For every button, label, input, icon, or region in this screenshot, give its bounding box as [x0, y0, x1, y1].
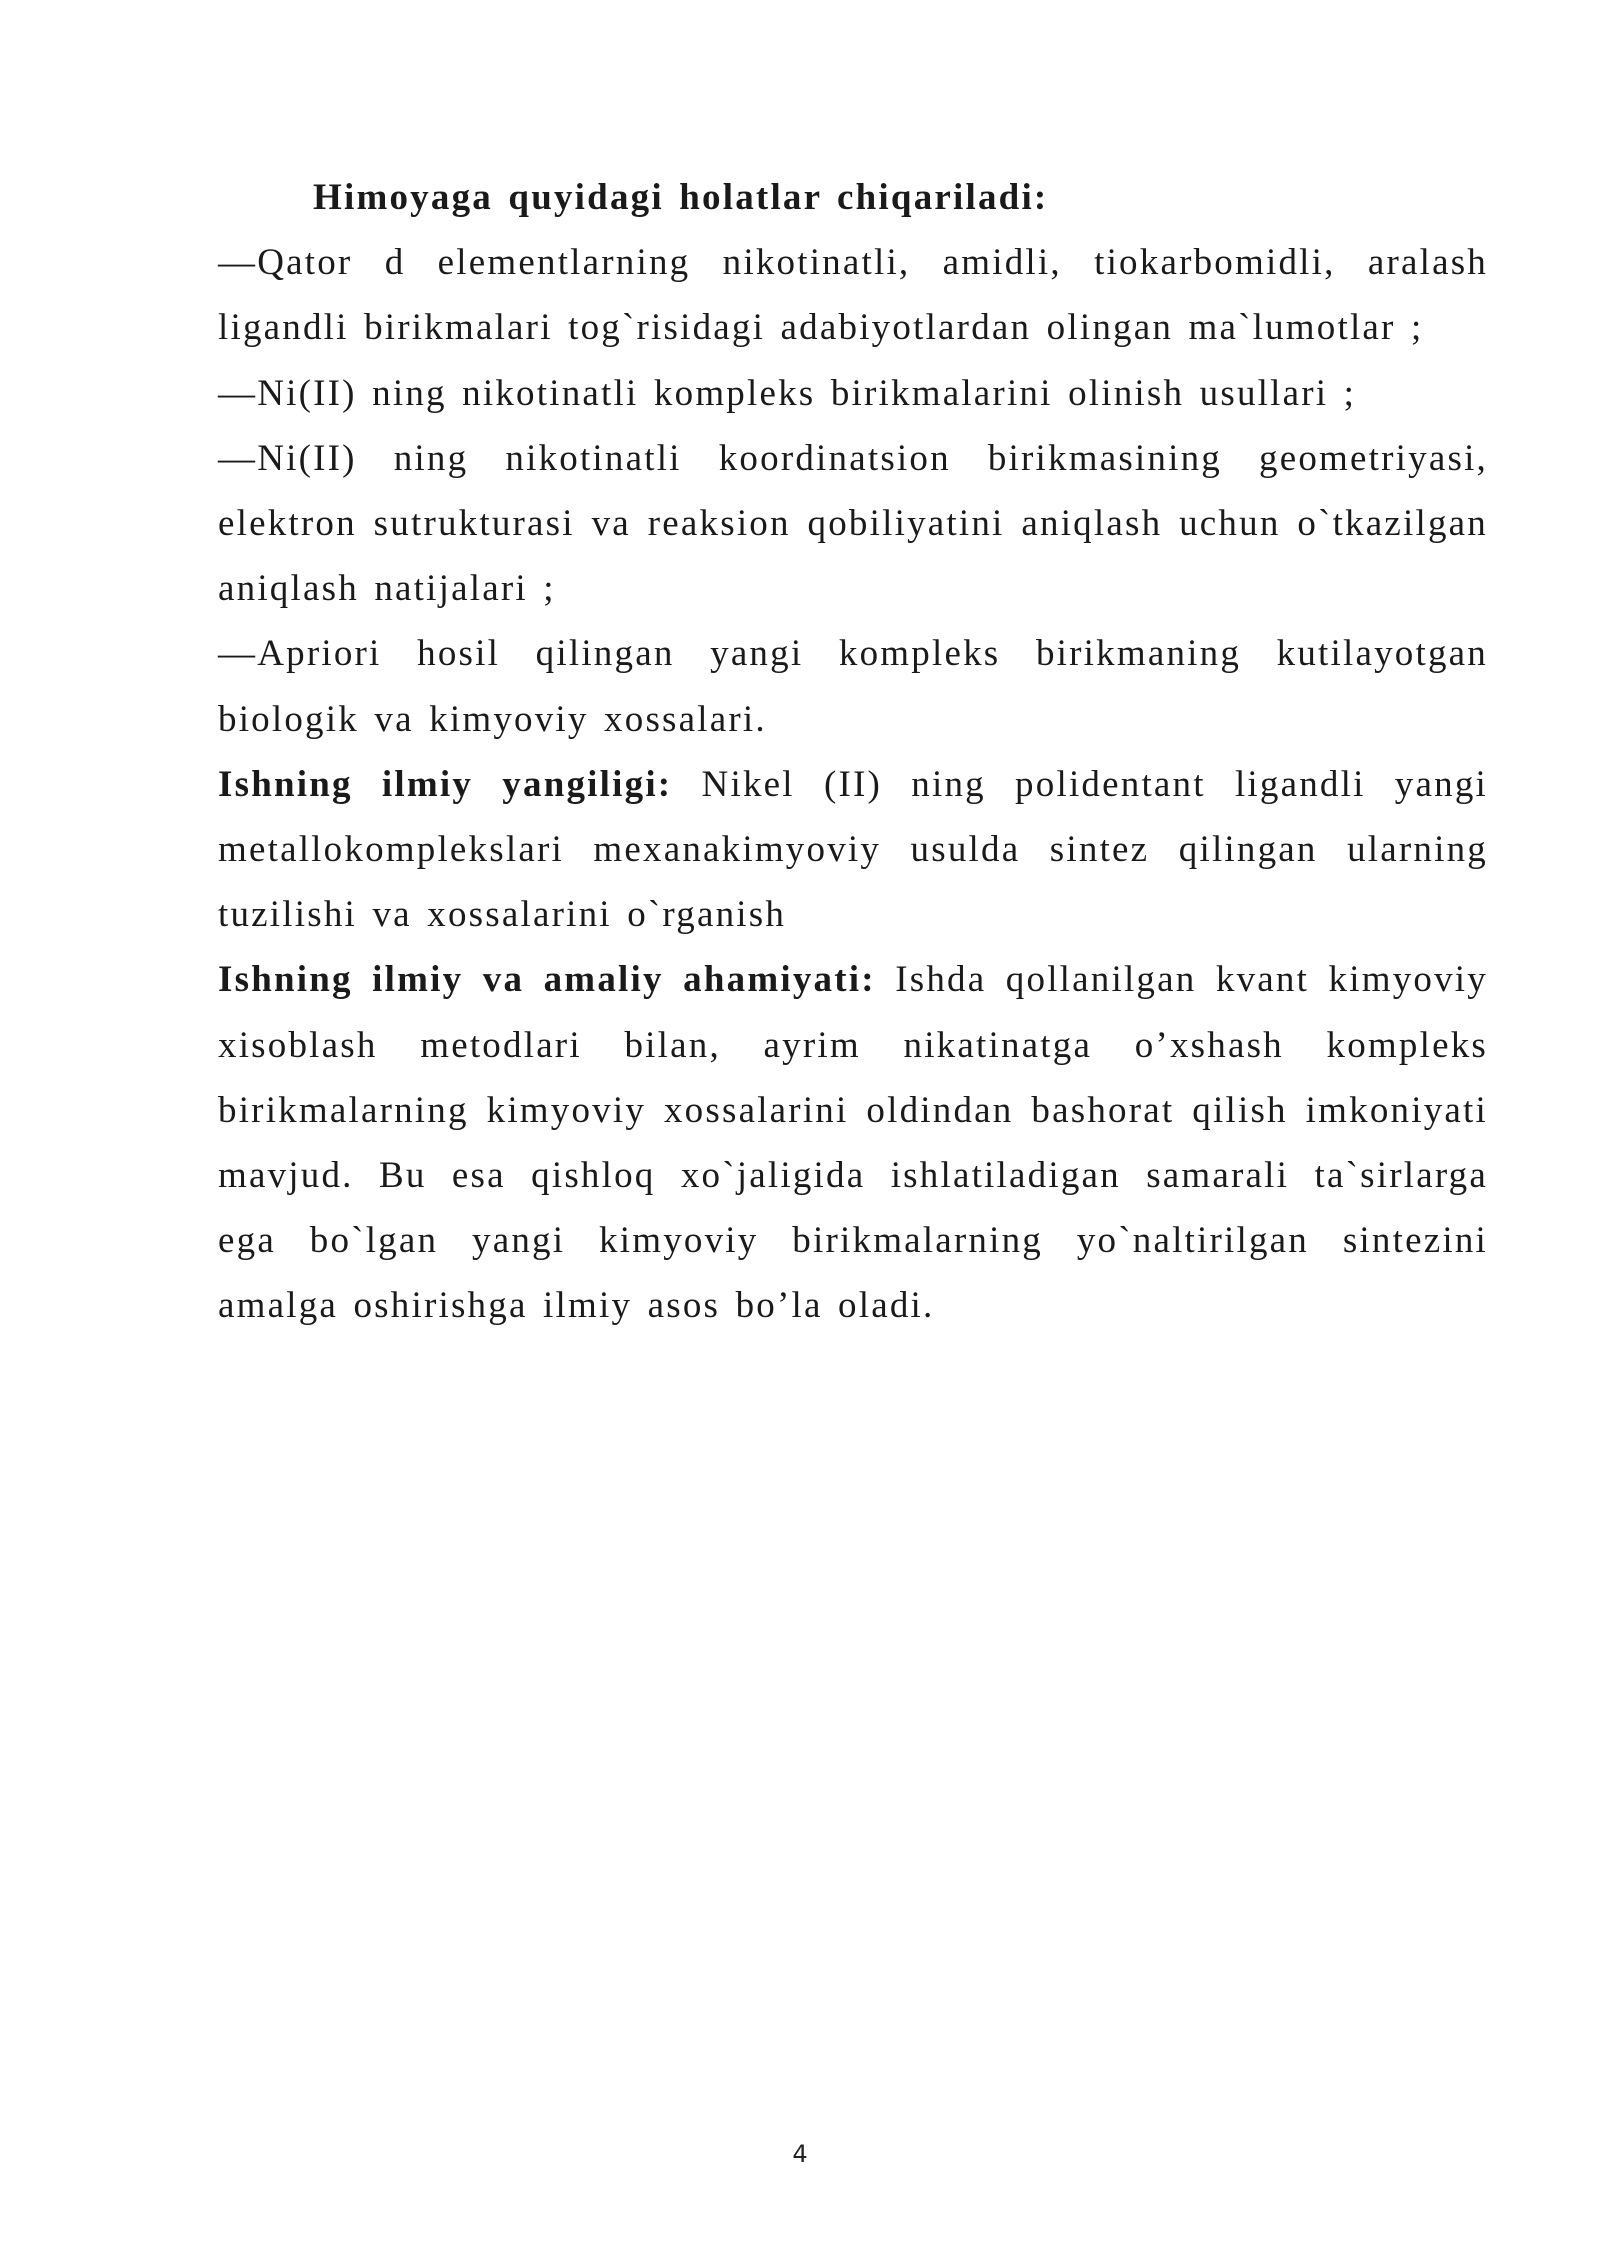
significance-paragraph [218, 947, 1488, 1338]
section-heading [218, 165, 1488, 230]
page-number: 4 [792, 2140, 808, 2168]
novelty-label: Ishning ilmiy yangiligi: [218, 763, 673, 805]
list-item: —Ni(II) ning nikotinatli kompleks birikmalarini olinish usullari ; [218, 372, 1357, 414]
novelty-paragraph [218, 752, 1488, 948]
significance-text: Ishda qollanilgan kvant kimyoviy xisoblash metodlari bilan, ayrim nikatinatga o’xshash kompleks birikmalarning kimyoviy xossalarini oldindan bashorat qilish imkoniyati mavjud. Bu esa qishloq xo`jaligida ishlatiladigan samarali ta`sirlarga ega bo`lgan yangi kimyoviy birikmalarning yo`naltirilgan sintezini amalga oshirishga ilmiy asos bo’la oladi. [218, 959, 1488, 1327]
heading-text: Himoyaga quyidagi holatlar chiqariladi: [313, 177, 1049, 218]
document-body [218, 165, 1488, 1339]
significance-label: Ishning ilmiy va amaliy ahamiyati: [218, 959, 876, 1001]
list-item: —Qator d elementlarning nikotinatli, amidli, tiokarbomidli, aralash ligandli birikmalari tog`risidagi adabiyotlardan olingan ma`lumotlar ; [218, 242, 1488, 349]
novelty-text: Nikel (II) ning polidentant ligandli yangi metallokomplekslari mexanakimyoviy usulda sintez qilingan ularning tuzilishi va xossalarini o`rganish [218, 763, 1488, 936]
list-item: —Apriori hosil qilingan yangi kompleks birikmaning kutilayotgan biologik va kimyoviy xossalari. [218, 633, 1488, 740]
list-item: —Ni(II) ning nikotinatli koordinatsion birikmasining geometriyasi, elektron sutrukturasi va reaksion qobiliyatini aniqlash uchun o`tkazilgan aniqlash natijalari ; [218, 437, 1488, 610]
